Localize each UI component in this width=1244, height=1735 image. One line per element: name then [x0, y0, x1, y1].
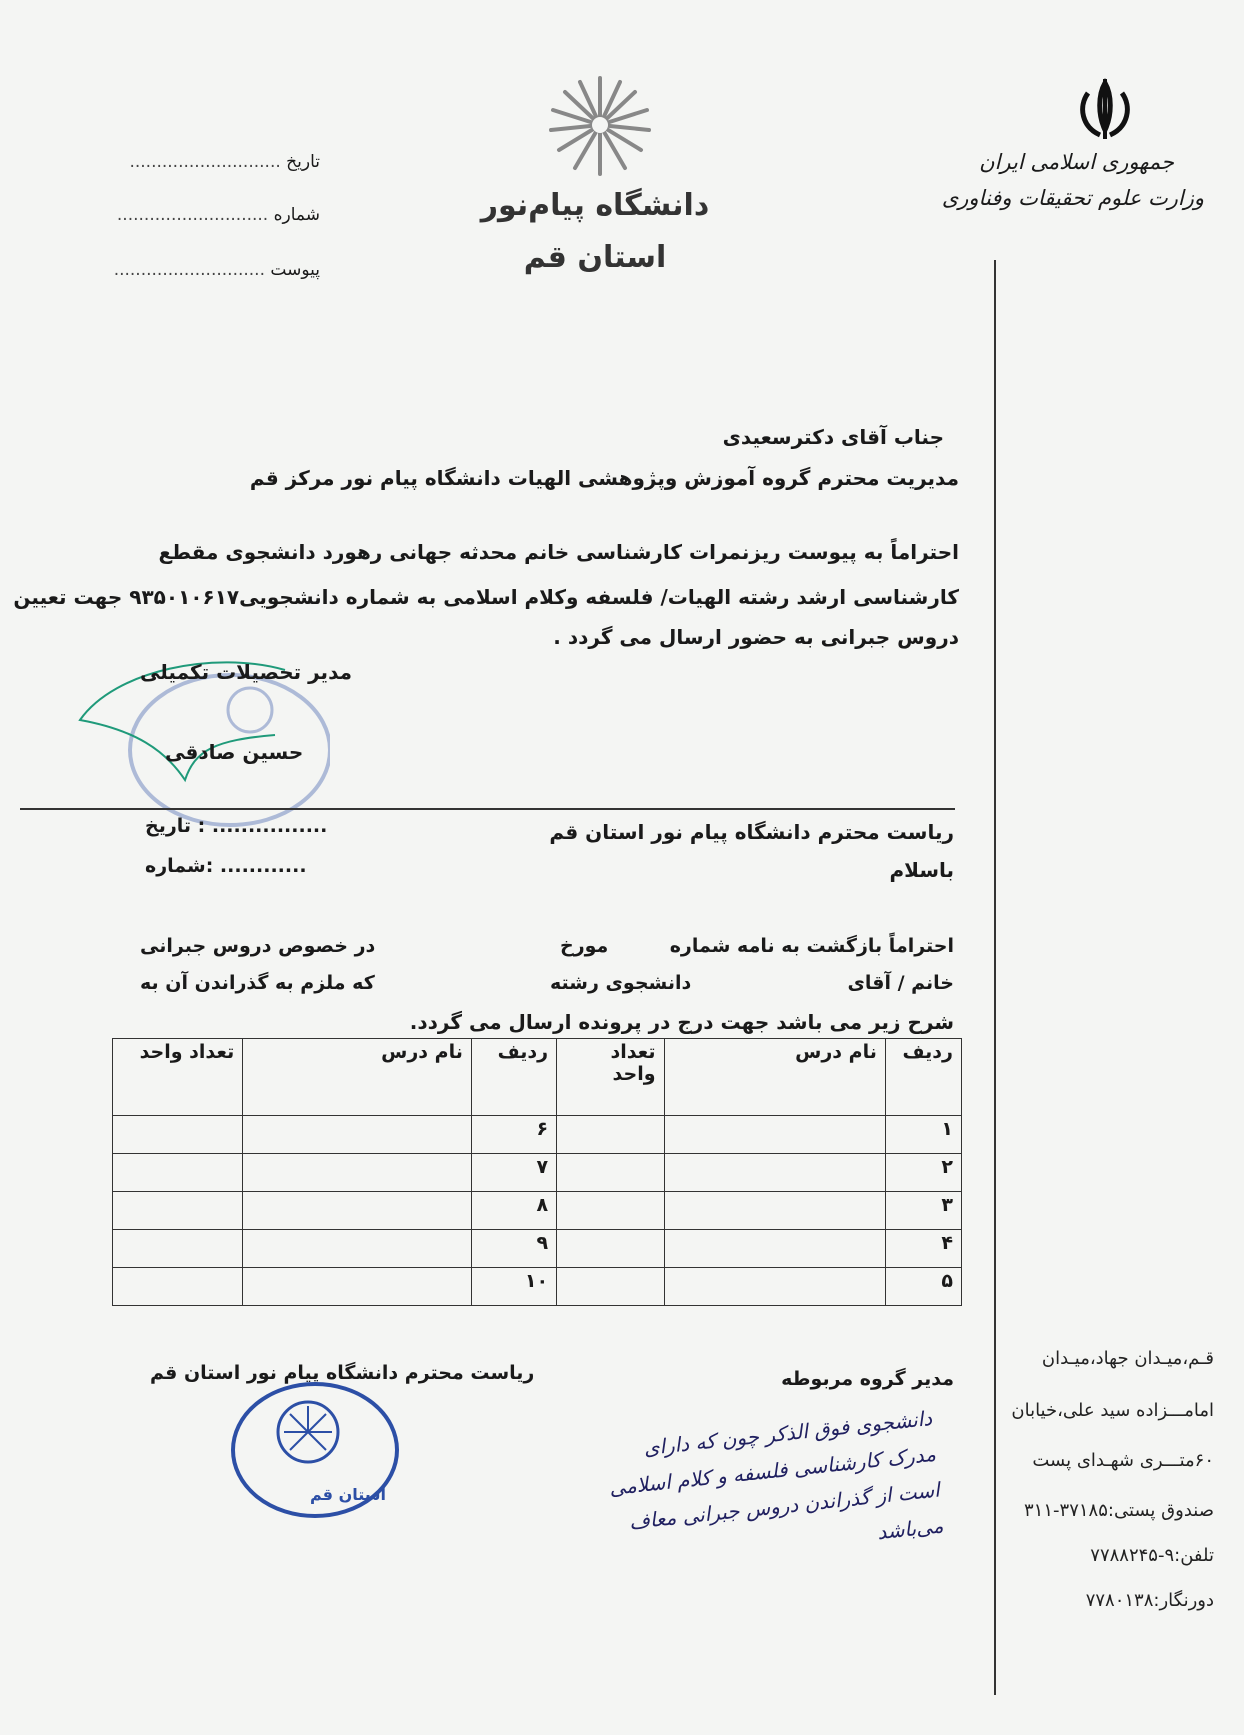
- row-no-cell: ۹: [471, 1230, 556, 1268]
- reply-line-2: خانم / آقای: [847, 972, 954, 994]
- units-cell: [557, 1268, 664, 1306]
- row-no-cell: ۵: [885, 1268, 961, 1306]
- course-cell: [243, 1230, 472, 1268]
- header-row-no-1: ردیف: [885, 1039, 961, 1116]
- header-course-name-2: نام درس: [243, 1039, 472, 1116]
- units-cell: [113, 1192, 243, 1230]
- address-fax: دورنگار:۷۷۸۰۱۳۸: [1085, 1590, 1214, 1611]
- units-cell: [557, 1192, 664, 1230]
- address-phone: تلفن:۹-۷۷۸۸۲۴۵: [1090, 1545, 1214, 1566]
- pnu-logo-icon: [545, 70, 655, 180]
- signer-title: مدیر تحصیلات تکمیلی: [140, 660, 353, 684]
- address-line-3: ۶۰متـــری شهـدای پست: [1032, 1450, 1214, 1471]
- meta-number-field: [80, 205, 320, 225]
- gov-name: جمهوری اسلامی ایران: [979, 150, 1174, 174]
- row-no-cell: ۶: [471, 1116, 556, 1154]
- course-cell: [243, 1154, 472, 1192]
- units-cell: [113, 1230, 243, 1268]
- university-seal-stamp: [228, 1380, 403, 1520]
- letter-body-line-1: احتراماً به پیوست ریزنمرات کارشناسی خانم محدثه جهانی رهورد دانشجوی مقطع: [158, 540, 959, 564]
- meta-date-label: تاریخ: [286, 152, 320, 172]
- meta-attachment-dots: ............................: [113, 260, 265, 280]
- handwritten-note: دانشجوی فوق الذکر چون که دارای مدرک کارشناسی فلسفه و کلام اسلامی است از گذراندن دروس جبرانی معاف می‌باشد: [608, 1405, 945, 1545]
- seal-text: استان قم: [309, 1485, 387, 1504]
- units-cell: [113, 1268, 243, 1306]
- row-no-cell: ۷: [471, 1154, 556, 1192]
- row-no-cell: ۱۰: [471, 1268, 556, 1306]
- units-cell: [113, 1116, 243, 1154]
- meta-number-label: شماره: [273, 205, 320, 225]
- ministry-name: وزارت علوم تحقیقات وفناوری: [941, 186, 1204, 210]
- signer-name: حسین صادقی: [165, 740, 304, 764]
- reply-field-label: دانشجوی رشته: [550, 972, 692, 994]
- reply-dated-label: مورخ: [560, 935, 609, 957]
- presidency-label: ریاست محترم دانشگاه پیام نور استان قم: [150, 1362, 535, 1384]
- course-cell: [243, 1268, 472, 1306]
- row-no-cell: ۸: [471, 1192, 556, 1230]
- row-no-cell: ۲: [885, 1154, 961, 1192]
- university-name: دانشگاه پیام‌نور: [480, 188, 710, 223]
- group-manager-label: مدیر گروه مربوطه: [781, 1368, 954, 1390]
- units-cell: [557, 1116, 664, 1154]
- table-row: [113, 1116, 962, 1154]
- meta-attachment-field: [80, 260, 320, 280]
- table-row: [113, 1192, 962, 1230]
- letter-addressee: مدیریت محترم گروه آموزش وپژوهشی الهیات دانشگاه پیام نور مرکز قم: [249, 466, 959, 490]
- reply-line-1: احتراماً بازگشت به نامه شماره: [669, 935, 954, 957]
- row-no-cell: ۱: [885, 1116, 961, 1154]
- table-header-row: [113, 1039, 962, 1116]
- meta-date-dots: ............................: [129, 152, 281, 172]
- reply-number: شماره: ............: [145, 855, 307, 877]
- section-divider: [20, 808, 955, 810]
- side-rule: [994, 260, 996, 1695]
- course-cell: [243, 1192, 472, 1230]
- table-row: [113, 1154, 962, 1192]
- table-row: [113, 1268, 962, 1306]
- letter-salutation: جناب آقای دکترسعیدی: [722, 425, 944, 449]
- address-line-1: قـم،میـدان جهاد،میـدان: [1041, 1348, 1214, 1369]
- units-cell: [113, 1154, 243, 1192]
- reply-line-3: شرح زیر می باشد جهت درج در پرونده ارسال می گردد.: [409, 1010, 954, 1034]
- header-course-name-1: نام درس: [664, 1039, 885, 1116]
- university-province: استان قم: [523, 240, 667, 275]
- course-cell: [243, 1116, 472, 1154]
- address-line-2: امامـــزاده سید علی،خیابان: [1011, 1400, 1214, 1421]
- course-table: [112, 1038, 962, 1306]
- header-row-no-2: ردیف: [471, 1039, 556, 1116]
- reply-about: در خصوص دروس جبرانی: [140, 935, 376, 957]
- reply-greeting: باسلام: [889, 858, 954, 882]
- reply-obligated: که ملزم به گذراندن آن به: [140, 972, 375, 994]
- course-cell: [664, 1154, 885, 1192]
- header-units-1: تعداد واحد: [557, 1039, 664, 1116]
- course-cell: [664, 1230, 885, 1268]
- course-cell: [664, 1268, 885, 1306]
- table-row: [113, 1230, 962, 1268]
- address-line-4: صندوق پستی:۳۷۱۸۵-۳۱۱: [1024, 1500, 1214, 1521]
- units-cell: [557, 1230, 664, 1268]
- course-cell: [664, 1116, 885, 1154]
- meta-attachment-label: پیوست: [270, 260, 320, 280]
- units-cell: [557, 1154, 664, 1192]
- course-cell: [664, 1192, 885, 1230]
- row-no-cell: ۳: [885, 1192, 961, 1230]
- reply-date: تاریخ : ................: [145, 815, 328, 837]
- meta-date-field: [80, 152, 320, 172]
- header-units-2: تعداد واحد: [113, 1039, 243, 1116]
- letter-body-line-2: کارشناسی ارشد رشته الهیات/ فلسفه وکلام اسلامی به شماره دانشجویی۹۳۵۰۱۰۶۱۷ جهت تعیین: [13, 585, 959, 609]
- meta-number-dots: ............................: [116, 205, 269, 225]
- row-no-cell: ۴: [885, 1230, 961, 1268]
- reply-addressee: ریاست محترم دانشگاه پیام نور استان قم: [549, 820, 954, 844]
- letter-body-line-3: دروس جبرانی به حضور ارسال می گردد .: [553, 625, 959, 649]
- iran-emblem-icon: [1070, 75, 1140, 145]
